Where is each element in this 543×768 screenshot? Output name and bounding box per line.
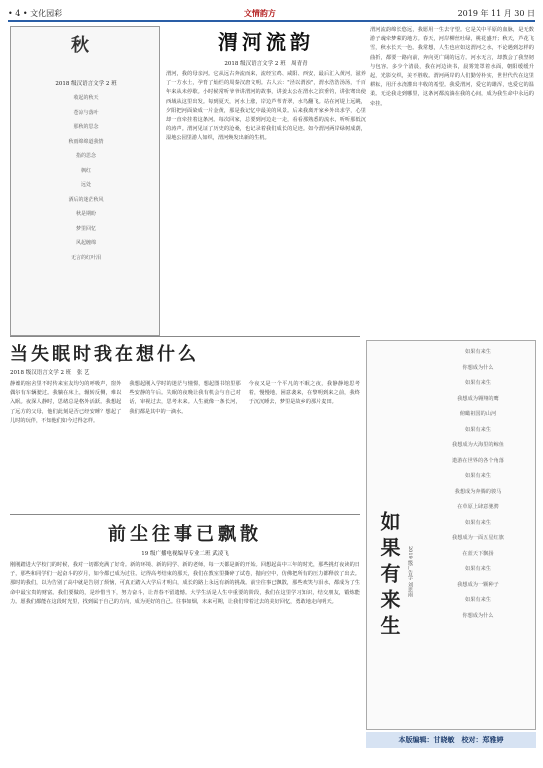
poem-line: 我想成为奔腾的骏马 [454,488,502,495]
poem-line: 如果有来生 [465,473,491,479]
poem-line: 酒后的迷茫秋风 [68,196,104,203]
poem-line: 收起的秋天 [73,95,99,101]
poem-line: 梦里回忆 [75,225,96,232]
poem-line: 风起缠绵 [75,240,96,246]
poem-line: 指的思念 [75,153,96,159]
article-sleepless-col2: 我想起刚入学时的迷茫与憧憬，想起图书馆里那些安静的午后。失眠的夜晚让我有机会与自己对话，审视过去，思考未来。人生就像一条长河，我们都是其中的一滴水。 [129,381,241,415]
poem-future-title: 如果有来生 [377,511,401,641]
poem-line: 在草原上肆意驰骋 [457,504,499,510]
poem-line: 无言的红叶泪 [70,254,101,261]
poem-line: 苍凉与落叶 [73,109,99,116]
section-divider [10,514,360,515]
poem-line: 秋雨绵绵道我情 [68,138,104,145]
header-rule [8,20,535,22]
poem-line: 你想成为什么 [462,612,494,619]
editor-credit: 本版编辑：甘晓敏 校对：郑雅婷 [366,732,536,748]
poem-line: 我想成为大海里的鲸鱼 [452,442,504,448]
article-sleepless [10,340,360,510]
poem-line: 如果有来生 [465,349,491,355]
article-weihe [166,26,366,336]
poem-future-byline: 2019 级广告学 刘思雨 [407,546,413,597]
poem-line: 在蓝天下飘扬 [462,550,494,557]
poem-line: 我想成为翱翔的鹰 [457,395,499,402]
article-past [10,520,360,758]
article-past-body: 刚刚踏进大学校门的时候，我对一切都充满了好奇。新的环境、新的同学、新的老师，每一天都是新的开始。回想起高中三年的时光，那些挑灯夜读的日子，那些和同学们一起奋斗的岁月，如今都已成为过往。记得高考结束的那天，我们在教室里撕碎了试卷，抛向空中，仿佛把所有的压力都释放了出去。那时的我们，以为告别了高中就是告别了烦恼，可真正踏入大学后才明白，成长的路上永远有新的挑战。前尘往事已飘散，那些欢笑与泪水，都成为了生命中最宝贵的财富。我们要做的，是珍惜当下，努力奋斗，让青春不留遗憾。大学生活是人生中重要的阶段，我们在这里学习知识，结交朋友，锻炼能力。愿我们都能在这段时光里，找到属于自己的方向，成为更好的自己。往事如烟，未来可期，让我们带着过去的美好回忆，勇敢地走向明天。 [10,562,360,605]
poem-line: 你想成为什么 [462,364,494,371]
article-sleepless-byline: 2018 级汉语言文学 2 班 张 艺 [10,370,90,376]
article-sleepless-col3: 今夜又是一个平凡的不眠之夜，我静静地思考着，慢慢地，困意袭来，在黎明到来之前，我终于沉沉睡去，梦里是故乡的那片麦田。 [248,381,360,406]
poem-line: 俯瞰祖国的山河 [459,411,497,417]
page-masthead: 文情韵方 [243,7,276,18]
article-sleepless-columns [10,380,360,426]
page-date: 2019 年 11 月 30 日 [457,8,535,18]
poem-line: 远处 [80,182,91,188]
poem-line: 遨游在世界的各个角落 [452,457,504,464]
poem-line: 如果有来生 [465,597,491,603]
article-sleepless-title: 当失眠时我在想什么 [10,344,199,365]
page-section-label: • 4 • 文化园彩 [8,8,63,18]
poem-autumn-lines [11,91,161,265]
poem-autumn-byline: 2018 级汉语言文学 2 班 [55,81,117,87]
poem-autumn-panel [10,26,160,336]
poem-line: 如果有来生 [465,519,491,526]
poem-line: 枫红 [80,167,91,174]
article-weihe-title: 渭河流韵 [218,30,314,54]
poem-line: 我想成为一面五星红旗 [452,535,504,541]
poem-line: 如果有来生 [465,426,491,433]
poem-line: 我想成为一颗种子 [457,581,499,588]
article-weihe-continued: 渭河流韵绵长悠远，我愿用一生去守望。它是关中平原的血脉，是无数游子魂牵梦萦的地方。春天，河岸柳丝吐绿，桃花盛开；秋天，芦花飞雪，秋水长天一色。我常想，人生也应如这渭河之水，不论遇到怎样的曲折，都要一路向前，奔向更广阔的远方。河水无言，却教会了我坚韧与包容。多少个清晨，我在河边读书，晨雾笼罩着水面，朝阳缓缓升起，光影交织，美不胜收。渭河两岸的人们勤劳朴实，世世代代在这里耕耘，用汗水浇灌出丰收的希望。我爱渭河，爱它的雄浑，也爱它的温柔。无论我走到哪里，这条河都流淌在我的心间，成为我生命中永远的牵挂。 [370,27,534,107]
poem-line: 如果有来生 [465,566,491,572]
article-sleepless-col1: 静谧的宿舍里不时传来室友均匀的呼吸声，窗外偶尔有车辆驶过。我躺在床上，辗转反侧，难以入眠。夜深人静时，思绪总是格外活跃。我想起了远方的父母，他们此刻是否已经安睡？想起了儿时的玩伴，不知他们如今过得怎样。 [10,381,122,424]
poem-line: 那秋的思念 [73,124,99,130]
poem-future-lines [423,345,533,624]
article-past-byline: 19 级广播电视编导专业二班 武凌飞 [141,551,229,557]
section-divider [10,336,360,337]
page-header [8,6,535,20]
article-weihe-body: 渭河，我的母亲河。它从远古奔流而来，流经宝鸡、咸阳、西安，最后汇入黄河，滋养了一方水土，孕育了灿烂的周秦汉唐文明。古人云："泾以渭浊"，渭水浩浩汤汤，千百年来从未停歇。小时候常听爷爷讲渭河的故事，讲姜太公在渭水之滨垂钓，讲张骞出使西域从这里出发。每到夏天，河水上涨，岸边芦苇青翠，水鸟翻飞。站在河堤上远眺，夕阳把河面染成一片金黄，那是我记忆中最美的风景。后来我离开家乡外出求学，心里却一直牵挂着这条河。每次回家，总要到河边走一走，看看那熟悉的流水，听听那低沉的涛声。渭河见证了历史的沧桑，也记录着我们成长的足迹。如今渭河两岸绿树成荫，湿地公园里游人如织，渭河焕发出新的生机。 [166,71,366,142]
article-past-title: 前尘往事已飘散 [108,524,262,545]
poem-line: 秋是期盼 [75,211,96,217]
poem-line: 如果有来生 [465,380,491,386]
article-weihe-byline: 2018 级汉语言文学 2 班 周青青 [224,61,308,67]
poem-autumn-title: 秋 [71,35,89,56]
poem-future-panel [366,340,536,730]
